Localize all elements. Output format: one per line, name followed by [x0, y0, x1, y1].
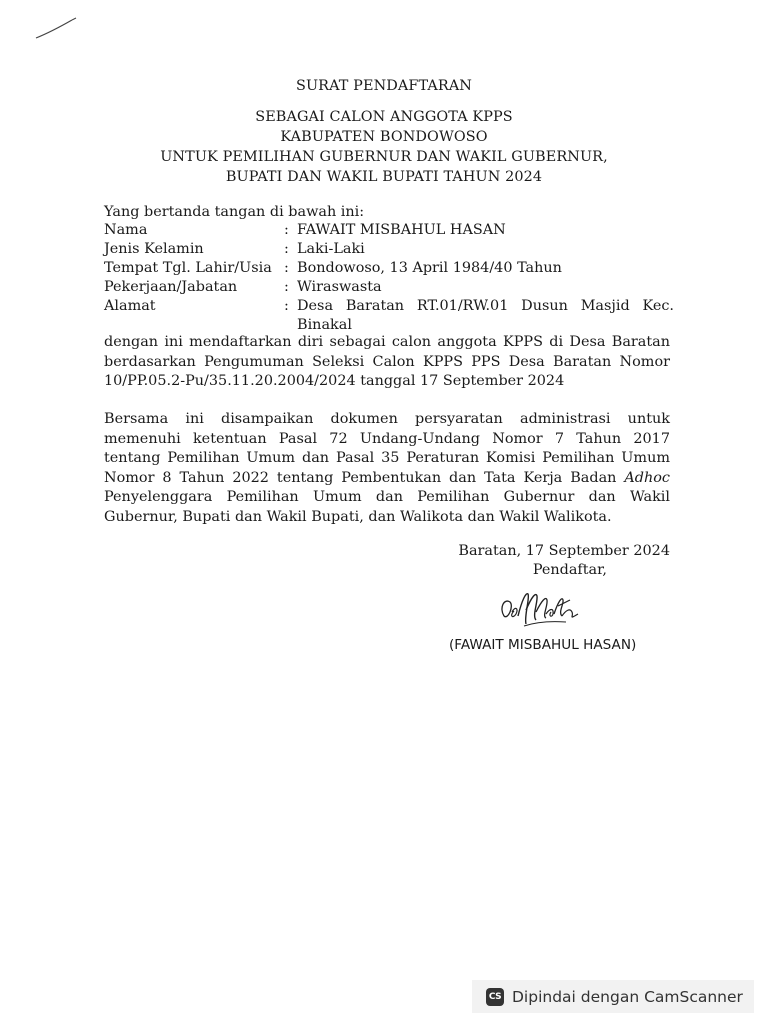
paragraph-line: memenuhi ketentuan Pasal 72 Undang-Undang Nomor 7 Tahun 2017 — [104, 430, 670, 447]
address-word: Dusun — [521, 298, 568, 314]
paragraph-line: tentang Pemilihan Umum dan Pasal 35 Peraturan Komisi Pemilihan Umum — [104, 450, 670, 467]
intro-text: Yang bertanda tangan di bawah ini: — [104, 204, 365, 220]
field-colon: : — [284, 260, 289, 276]
field-colon: : — [284, 298, 289, 314]
letter-header — [0, 76, 768, 187]
paragraph-line — [104, 469, 670, 489]
italic-term: Adhoc — [624, 469, 670, 486]
field-label: Jenis Kelamin — [104, 241, 204, 257]
field-alamat — [104, 297, 674, 335]
address-line-2: Binakal — [297, 317, 352, 333]
field-label: Tempat Tgl. Lahir/Usia — [104, 260, 272, 276]
place-date: Baratan, 17 September 2024 — [458, 543, 670, 559]
signature-block — [440, 542, 670, 653]
pen-stroke-mark — [32, 14, 80, 44]
address-word: Desa — [297, 298, 334, 314]
applicant-details — [104, 221, 674, 335]
field-label: Alamat — [104, 298, 156, 314]
camscanner-watermark — [472, 980, 754, 1013]
document-title: SURAT PENDAFTARAN — [295, 78, 473, 94]
field-jenis-kelamin — [104, 240, 674, 259]
subtitle-line: SEBAGAI CALON ANGGOTA KPPS — [255, 109, 513, 125]
paragraph-line: Penyelenggara Pemilihan Umum dan Pemilihan Gubernur dan Wakil — [104, 489, 670, 506]
watermark-text: Dipindai dengan CamScanner — [512, 987, 743, 1006]
address-word: Kec. — [642, 298, 674, 314]
requirements-paragraph — [104, 410, 670, 528]
handwritten-signature — [496, 586, 586, 634]
field-value-address — [297, 297, 674, 335]
field-colon: : — [284, 222, 289, 238]
field-pekerjaan — [104, 278, 674, 297]
field-value: FAWAIT MISBAHUL HASAN — [297, 222, 506, 238]
line-text: Nomor 8 Tahun 2022 tentang Pembentukan dan Tata Kerja Badan — [104, 469, 625, 486]
field-colon: : — [284, 279, 289, 295]
paragraph-line: dengan ini mendaftarkan diri sebagai calon anggota KPPS di Desa Baratan — [104, 334, 670, 350]
registration-paragraph — [104, 333, 670, 392]
camscanner-logo-icon: CS — [486, 988, 504, 1006]
field-value: Bondowoso, 13 April 1984/40 Tahun — [297, 260, 562, 276]
address-word: Baratan — [345, 298, 405, 314]
address-word: Masjid — [580, 298, 630, 314]
field-ttl — [104, 259, 674, 278]
address-word: RT.01/RW.01 — [416, 298, 509, 314]
paragraph-line: Bersama ini disampaikan dokumen persyaratan administrasi untuk — [104, 411, 670, 427]
subtitle-line: BUPATI DAN WAKIL BUPATI TAHUN 2024 — [225, 169, 543, 185]
field-value: Wiraswasta — [297, 279, 382, 295]
address-line-1 — [297, 297, 674, 316]
field-nama — [104, 221, 674, 240]
signer-name: (FAWAIT MISBAHUL HASAN) — [449, 637, 637, 653]
paragraph-line: 10/PP.05.2-Pu/35.11.20.2004/2024 tanggal 17 September 2024 — [104, 373, 565, 390]
field-value: Laki-Laki — [297, 241, 365, 257]
paragraph-line: berdasarkan Pengumuman Seleksi Calon KPPS PPS Desa Baratan Nomor — [104, 353, 670, 370]
subtitle-line: UNTUK PEMILIHAN GUBERNUR DAN WAKIL GUBERNUR, — [160, 149, 608, 165]
subtitle-line: KABUPATEN BONDOWOSO — [280, 129, 488, 145]
paragraph-line: Gubernur, Bupati dan Wakil Bupati, dan Walikota dan Wakil Walikota. — [104, 508, 612, 525]
field-label: Nama — [104, 222, 148, 238]
field-label: Pekerjaan/Jabatan — [104, 279, 238, 295]
signer-role: Pendaftar, — [532, 562, 607, 578]
field-colon: : — [284, 241, 289, 257]
